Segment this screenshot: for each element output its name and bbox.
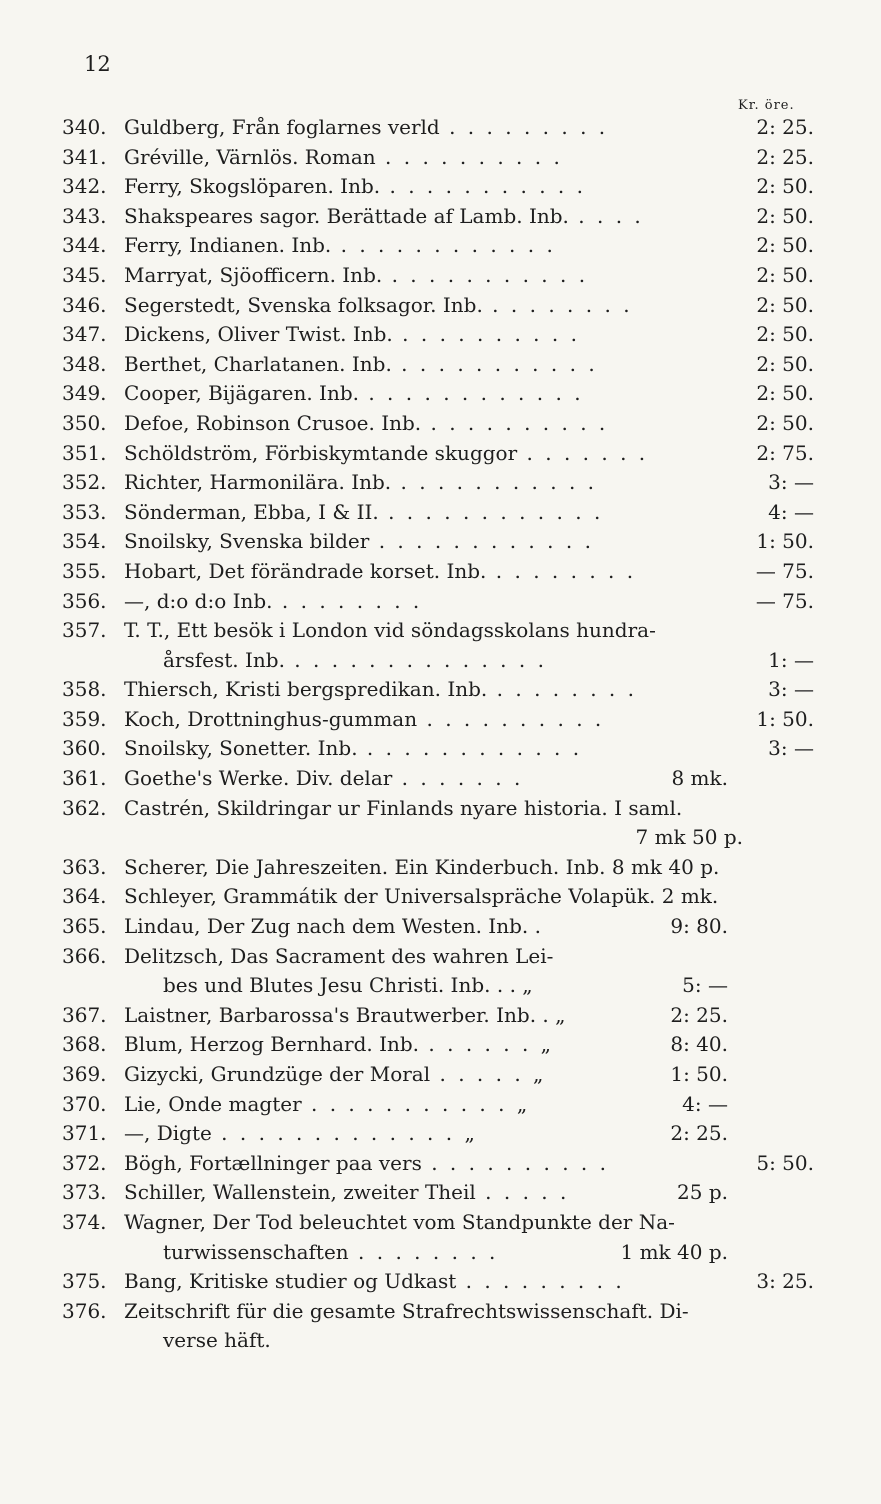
entry-number: 354. — [62, 529, 107, 554]
catalog-entry — [0, 1032, 881, 1062]
catalog-entry — [0, 589, 881, 619]
entry-title: Gréville, Värnlös. Roman . . . . . . . . . . — [124, 144, 563, 169]
catalog-entry — [0, 233, 881, 263]
entry-title: Schleyer, Grammátik der Universalspräche Volapük. 2 mk. — [124, 884, 719, 909]
entry-number: 348. — [62, 351, 107, 376]
entry-title: Hobart, Det förändrade korset. Inb. . . . . . . . . — [124, 558, 637, 583]
page-number: 12 — [84, 52, 111, 76]
catalog-entry — [0, 766, 881, 796]
entry-title: Snoilsky, Svenska bilder . . . . . . . . . . . . — [124, 529, 594, 554]
entry-title: verse häft. — [163, 1328, 271, 1353]
entry-title: Zeitschrift für die gesamte Strafrechtswissenschaft. Di- — [124, 1298, 689, 1323]
entry-title: Cooper, Bijägaren. Inb. . . . . . . . . . . . . — [124, 381, 584, 406]
catalog-entry — [0, 855, 881, 885]
entry-title: Thiersch, Kristi bergspredikan. Inb. . . . . . . . . — [124, 677, 637, 702]
leader-dots: . . . . . . . . . . . . — [357, 736, 583, 761]
entry-number: 362. — [62, 795, 107, 820]
entry-title: Dickens, Oliver Twist. Inb. . . . . . . . . . . — [124, 322, 580, 347]
entry-number: 371. — [62, 1121, 107, 1146]
catalog-entry — [0, 944, 881, 974]
entry-price: 1: 50. — [670, 1062, 728, 1086]
entry-number: 350. — [62, 410, 107, 435]
entry-price: 2: 50. — [756, 410, 814, 435]
entry-title: Delitzsch, Das Sacrament des wahren Lei- — [124, 943, 554, 968]
entry-price: 2: 25. — [756, 144, 814, 169]
entry-title: Schiller, Wallenstein, zweiter Theil . . . . . — [124, 1180, 570, 1205]
leader-dots: . . . . . . . . — [482, 292, 633, 317]
leader-dots: . . . . . — [475, 1180, 570, 1205]
entry-title: Castrén, Skildringar ur Finlands nyare historia. I saml. — [124, 795, 683, 820]
entry-number: 375. — [62, 1269, 107, 1294]
entry-number: 365. — [62, 914, 107, 939]
entry-title: Defoe, Robinson Crusoe. Inb. . . . . . . . . . . — [124, 410, 609, 435]
catalog-entry — [0, 529, 881, 559]
entry-title: Marryat, Sjöofficern. Inb. . . . . . . . . . . . — [124, 262, 589, 287]
entry-number: 364. — [62, 884, 107, 909]
entry-number: 356. — [62, 588, 107, 613]
entry-number: 345. — [62, 262, 107, 287]
catalog-entry — [0, 736, 881, 766]
catalog-entry — [0, 559, 881, 589]
entry-title: Wagner, Der Tod beleuchtet vom Standpunkte der Na- — [124, 1209, 675, 1234]
entry-title: Ferry, Skogslöparen. Inb. . . . . . . . . . . . — [124, 174, 586, 199]
entry-title: T. T., Ett besök i London vid söndagsskolans hundra- — [124, 618, 656, 643]
entry-price: 3: — — [768, 470, 814, 495]
entry-number: 369. — [62, 1062, 107, 1086]
catalog-entry — [0, 1180, 881, 1210]
entry-title: Bang, Kritiske studier og Udkast . . . . . . . . . — [124, 1269, 625, 1294]
entry-title: Guldberg, Från foglarnes verld . . . . . . . . . — [124, 115, 609, 139]
catalog-entry — [0, 914, 881, 944]
leader-dots: . . . . . . . . . — [439, 115, 609, 139]
catalog-entry — [0, 381, 881, 411]
entry-number: 368. — [62, 1032, 107, 1057]
leader-dots: . . . . . . . — [392, 766, 524, 791]
catalog-entry — [0, 1299, 881, 1329]
entry-price: 25 p. — [677, 1180, 728, 1205]
entry-title: —, d:o d:o Inb. . . . . . . . . — [124, 588, 423, 613]
entry-price: 2: 25. — [670, 1121, 728, 1146]
entry-number: 361. — [62, 766, 107, 791]
leader-dots: . . . . . . . . . . — [421, 1150, 609, 1175]
entry-title: Shakspeares sagor. Berättade af Lamb. Inb. . . . . — [124, 203, 644, 228]
entry-title: Laistner, Barbarossa's Brautwerber. Inb. . „ — [124, 1002, 566, 1027]
entry-price: 5: — — [682, 973, 728, 998]
entry-number: 366. — [62, 943, 107, 968]
leader-dots: . . . . — [568, 203, 644, 228]
catalog-entry — [0, 204, 881, 234]
entry-title: Lie, Onde magter . . . . . . . . . . . „ — [124, 1091, 531, 1116]
catalog-entry-continuation — [0, 825, 881, 855]
entry-title: Gizycki, Grundzüge der Moral . . . . . „ — [124, 1062, 547, 1086]
leader-dots: . . . . . . . . . . . . — [331, 233, 556, 258]
catalog-entry — [0, 677, 881, 707]
entry-price: 3: — — [768, 736, 814, 761]
catalog-entry — [0, 441, 881, 471]
entry-number: 376. — [62, 1298, 107, 1323]
entry-price: 2: 50. — [756, 262, 814, 287]
entry-title: årsfest. Inb. . . . . . . . . . . . . . . — [163, 647, 547, 672]
entry-number: 374. — [62, 1209, 107, 1234]
catalog-entry — [0, 1210, 881, 1240]
catalog-entry — [0, 352, 881, 382]
entry-price: 3: 25. — [756, 1269, 814, 1294]
entry-price: 1: 50. — [756, 529, 814, 554]
entry-number: 360. — [62, 736, 107, 761]
entry-number: 358. — [62, 677, 107, 702]
entry-price: 1 mk 40 p. — [620, 1239, 728, 1264]
entry-number: 340. — [62, 115, 107, 139]
leader-dots: . . . . . . . . . . . . — [378, 499, 604, 524]
catalog-entry — [0, 1062, 881, 1092]
currency-header: Kr. öre. — [738, 98, 795, 113]
catalog-entry — [0, 470, 881, 500]
catalog-entry-continuation — [0, 1328, 881, 1358]
catalog-entry — [0, 707, 881, 737]
catalog-entry — [0, 1092, 881, 1122]
entry-price: 2: 25. — [670, 1002, 728, 1027]
leader-dots: . . . . . . . . . . . . — [358, 381, 584, 406]
entry-title: Goethe's Werke. Div. delar . . . . . . . — [124, 766, 524, 791]
leader-dots: . . . . . . . . — [487, 677, 637, 702]
entry-title: Schöldström, Förbiskymtande skuggor . . . . . . . — [124, 440, 649, 465]
leader-dots: . . . . . „ — [430, 1062, 547, 1086]
entry-title: Ferry, Indianen. Inb. . . . . . . . . . . . . — [124, 233, 556, 258]
leader-dots: . . . . . . . . — [272, 588, 423, 613]
leader-dots: . . . . . . . . . . . — [382, 262, 589, 287]
catalog-entry-continuation — [0, 648, 881, 678]
leader-dots: . . . . . . . . . . . . — [369, 529, 594, 554]
entry-number: 341. — [62, 144, 107, 169]
catalog-entry — [0, 884, 881, 914]
entry-price: 9: 80. — [670, 914, 728, 939]
entry-price: 8: 40. — [670, 1032, 728, 1057]
entry-price: 2: 50. — [756, 292, 814, 317]
entry-price: 2: 50. — [756, 322, 814, 347]
catalog-entry — [0, 1151, 881, 1181]
catalog-entry-continuation — [0, 1240, 881, 1270]
entry-title: Sönderman, Ebba, I & II. . . . . . . . . . . . . — [124, 499, 604, 524]
entry-price: 4: — — [682, 1091, 728, 1116]
leader-dots: . . . . . . „ — [419, 1032, 555, 1057]
catalog-entry-continuation — [0, 973, 881, 1003]
entry-title: bes und Blutes Jesu Christi. Inb. . . „ — [163, 973, 533, 998]
leader-dots: . . . . . . . . . . — [375, 144, 563, 169]
entry-number: 353. — [62, 499, 107, 524]
catalog-entry — [0, 145, 881, 175]
entry-price: 3: — — [768, 677, 814, 702]
leader-dots: . . . . . . . . — [348, 1239, 499, 1264]
entry-price: 2: 25. — [756, 115, 814, 139]
leader-dots: . . . . . . . . . — [456, 1269, 625, 1294]
entry-price: 2: 50. — [756, 381, 814, 406]
entry-price: 2: 50. — [756, 174, 814, 199]
entry-number: 370. — [62, 1091, 107, 1116]
entry-price: 2: 50. — [756, 203, 814, 228]
entry-title: Berthet, Charlatanen. Inb. . . . . . . . . . . . — [124, 351, 598, 376]
entry-number: 363. — [62, 854, 107, 879]
entry-price: 7 mk 50 p. — [635, 825, 743, 850]
entry-title: Segerstedt, Svenska folksagor. Inb. . . . . . . . . — [124, 292, 633, 317]
entry-title: Scherer, Die Jahreszeiten. Ein Kinderbuch. Inb. 8 mk 40 p. — [124, 854, 720, 879]
entry-price: — 75. — [755, 588, 814, 613]
entry-price: 4: — — [768, 499, 814, 524]
leader-dots: . . . . . . . . . . . — [380, 174, 586, 199]
leader-dots: . . . . . . . . . . — [421, 410, 609, 435]
entry-price: 2: 50. — [756, 233, 814, 258]
leader-dots: . . . . . . . . . . — [417, 706, 605, 731]
entry-price: 1: — — [768, 647, 814, 672]
entry-number: 359. — [62, 706, 107, 731]
entry-number: 357. — [62, 618, 107, 643]
entry-number: 372. — [62, 1150, 107, 1175]
catalog-entry — [0, 411, 881, 441]
leader-dots: . . . . . . . — [517, 440, 649, 465]
entry-number: 342. — [62, 174, 107, 199]
catalog-entry — [0, 1269, 881, 1299]
catalog-entry — [0, 796, 881, 826]
entry-title: Richter, Harmonilära. Inb. . . . . . . . . . . . — [124, 470, 598, 495]
catalog-entry — [0, 618, 881, 648]
entry-number: 344. — [62, 233, 107, 258]
entry-price: 2: 75. — [756, 440, 814, 465]
catalog-entry — [0, 174, 881, 204]
entry-number: 351. — [62, 440, 107, 465]
entry-title: Blum, Herzog Bernhard. Inb. . . . . . . „ — [124, 1032, 555, 1057]
catalog-entries — [0, 115, 881, 1358]
entry-number: 347. — [62, 322, 107, 347]
catalog-entry — [0, 1003, 881, 1033]
entry-number: 367. — [62, 1002, 107, 1027]
entry-number: 373. — [62, 1180, 107, 1205]
catalog-entry — [0, 263, 881, 293]
leader-dots: . . . . . . . . . . . . . . — [284, 647, 547, 672]
entry-price: — 75. — [755, 558, 814, 583]
entry-title: Bögh, Fortællninger paa vers . . . . . . . . . . — [124, 1150, 609, 1175]
leader-dots: . . . . . . . . — [486, 558, 637, 583]
catalog-entry — [0, 500, 881, 530]
catalog-entry — [0, 1121, 881, 1151]
entry-number: 346. — [62, 292, 107, 317]
leader-dots: . . . . . . . . . . — [392, 322, 580, 347]
entry-number: 352. — [62, 470, 107, 495]
entry-title: Snoilsky, Sonetter. Inb. . . . . . . . . . . . . — [124, 736, 583, 761]
catalog-entry — [0, 322, 881, 352]
entry-title: Lindau, Der Zug nach dem Westen. Inb. . — [124, 914, 541, 939]
entry-price: 1: 50. — [756, 706, 814, 731]
leader-dots: . . . . . . . . . . . „ — [301, 1091, 531, 1116]
leader-dots: . . . . . . . . . . . . . „ — [211, 1121, 478, 1146]
leader-dots: . . . . . . . . . . . — [391, 351, 598, 376]
entry-title: —, Digte . . . . . . . . . . . . . „ — [124, 1121, 478, 1146]
entry-title: Koch, Drottninghus-gumman . . . . . . . . . . — [124, 706, 605, 731]
entry-price: 5: 50. — [756, 1150, 814, 1175]
entry-title: turwissenschaften . . . . . . . . — [163, 1239, 499, 1264]
entry-price: 2: 50. — [756, 351, 814, 376]
entry-number: 343. — [62, 203, 107, 228]
entry-price: 8 mk. — [671, 766, 728, 791]
entry-number: 349. — [62, 381, 107, 406]
leader-dots: . . . . . . . . . . . — [391, 470, 598, 495]
catalog-entry — [0, 293, 881, 323]
entry-number: 355. — [62, 558, 107, 583]
catalog-entry — [0, 115, 881, 145]
